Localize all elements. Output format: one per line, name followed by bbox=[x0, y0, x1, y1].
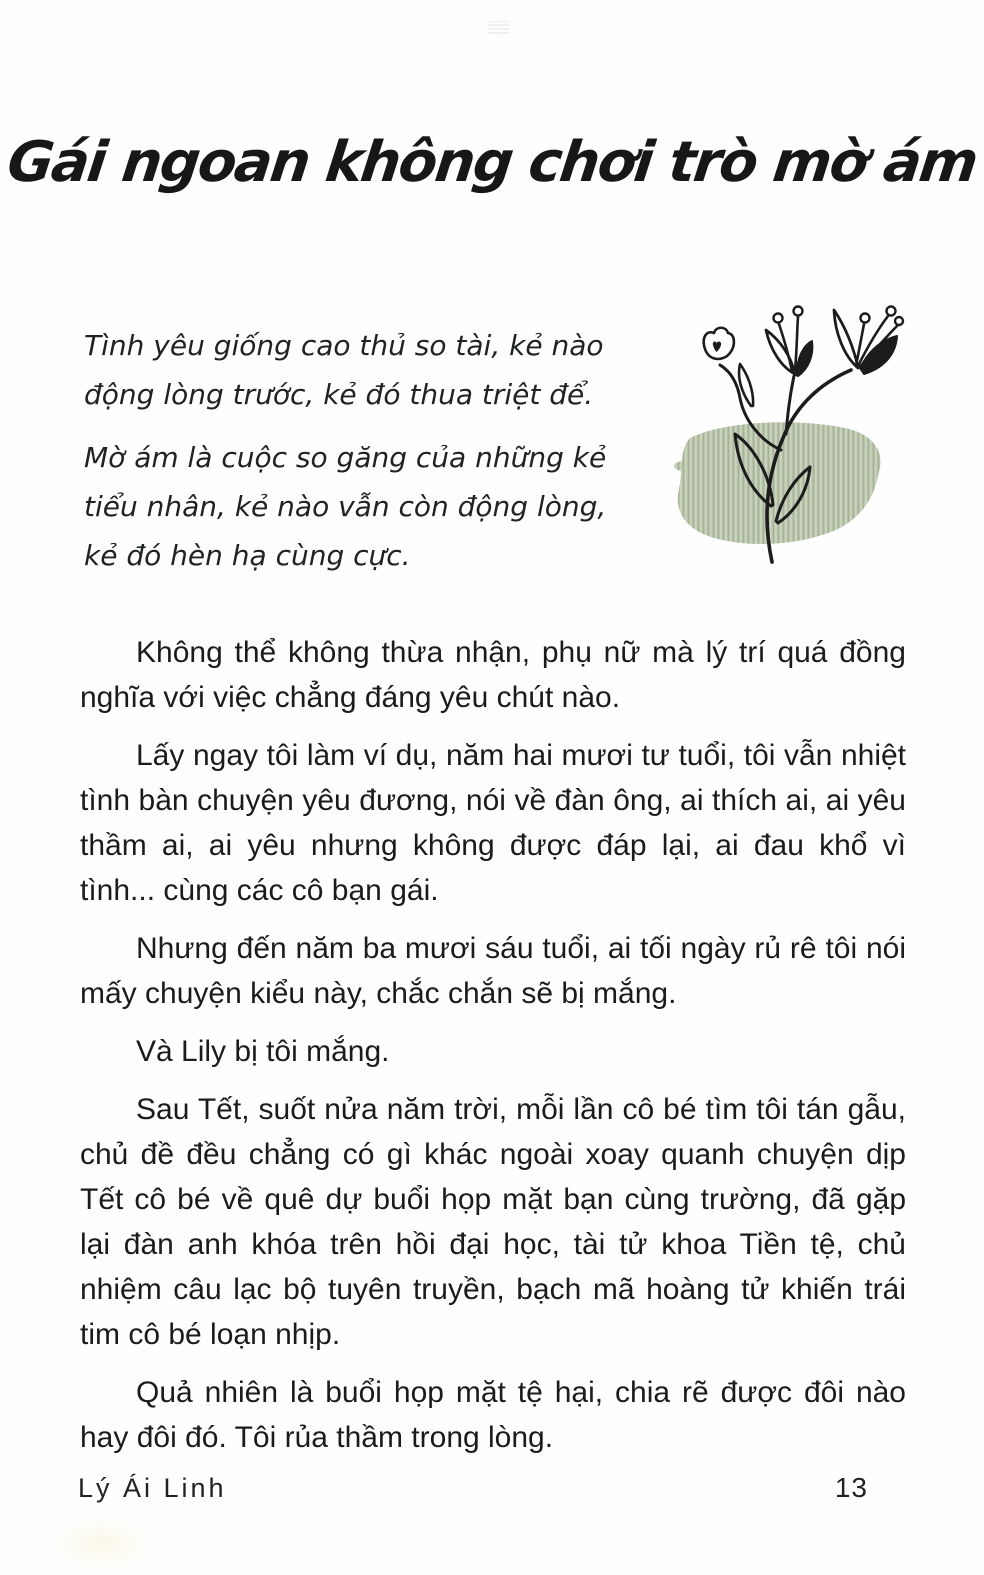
body-paragraph: Không thể không thừa nhận, phụ nữ mà lý trí quá đồng nghĩa với việc chẳng đáng yêu chút nào. bbox=[80, 636, 906, 714]
body-text bbox=[80, 630, 906, 1473]
epigraph-paragraph: Tình yêu giống cao thủ so tài, kẻ nào động lòng trước, kẻ đó thua triệt để. bbox=[84, 329, 604, 411]
body-paragraph: Lấy ngay tôi làm ví dụ, năm hai mươi tư tuổi, tôi vẫn nhiệt tình bàn chuyện yêu đương, nói về đàn ông, ai thích ai, ai yêu thầm ai, ai yêu nhưng không được đáp lại, ai đau khổ vì tình... cùng các cô bạn gái. bbox=[80, 739, 906, 907]
page-number: 13 bbox=[834, 1472, 868, 1503]
flower-sketch-icon bbox=[645, 288, 965, 578]
epigraph-paragraph: Mờ ám là cuộc so găng của những kẻ tiểu nhân, kẻ nào vẫn còn động lòng, kẻ đó hèn hạ cùng cực. bbox=[84, 441, 607, 572]
watercolor-blob bbox=[674, 422, 881, 544]
body-paragraph: Sau Tết, suốt nửa năm trời, mỗi lần cô bé tìm tôi tán gẫu, chủ đề đều chẳng có gì khác ngoài xoay quanh chuyện dịp Tết cô bé về quê dự buổi họp mặt bạn cùng trường, đã gặp lại đàn anh khóa trên hồi đại học, tài tử khoa Tiền tệ, chủ nhiệm câu lạc bộ tuyên truyền, bạch mã hoàng tử khiến trái tim cô bé loạn nhịp. bbox=[80, 1093, 906, 1351]
scan-smudge-bottom bbox=[52, 1516, 152, 1571]
chapter-title: Gái ngoan không chơi trò mờ ám bbox=[3, 130, 981, 195]
flower-illustration bbox=[645, 288, 965, 578]
page-footer bbox=[78, 1472, 868, 1504]
body-paragraph: Nhưng đến năm ba mươi sáu tuổi, ai tối ngày rủ rê tôi nói mấy chuyện kiểu này, chắc chắn sẽ bị mắng. bbox=[80, 932, 906, 1010]
epigraph bbox=[84, 321, 608, 594]
body-paragraph: Quả nhiên là buổi họp mặt tệ hại, chia rẽ được đôi nào hay đôi đó. Tôi rủa thầm trong lòng. bbox=[80, 1376, 906, 1454]
author-name: Lý Ái Linh bbox=[78, 1473, 227, 1503]
body-paragraph: Và Lily bị tôi mắng. bbox=[136, 1035, 390, 1068]
scan-smudge-top bbox=[488, 21, 510, 34]
